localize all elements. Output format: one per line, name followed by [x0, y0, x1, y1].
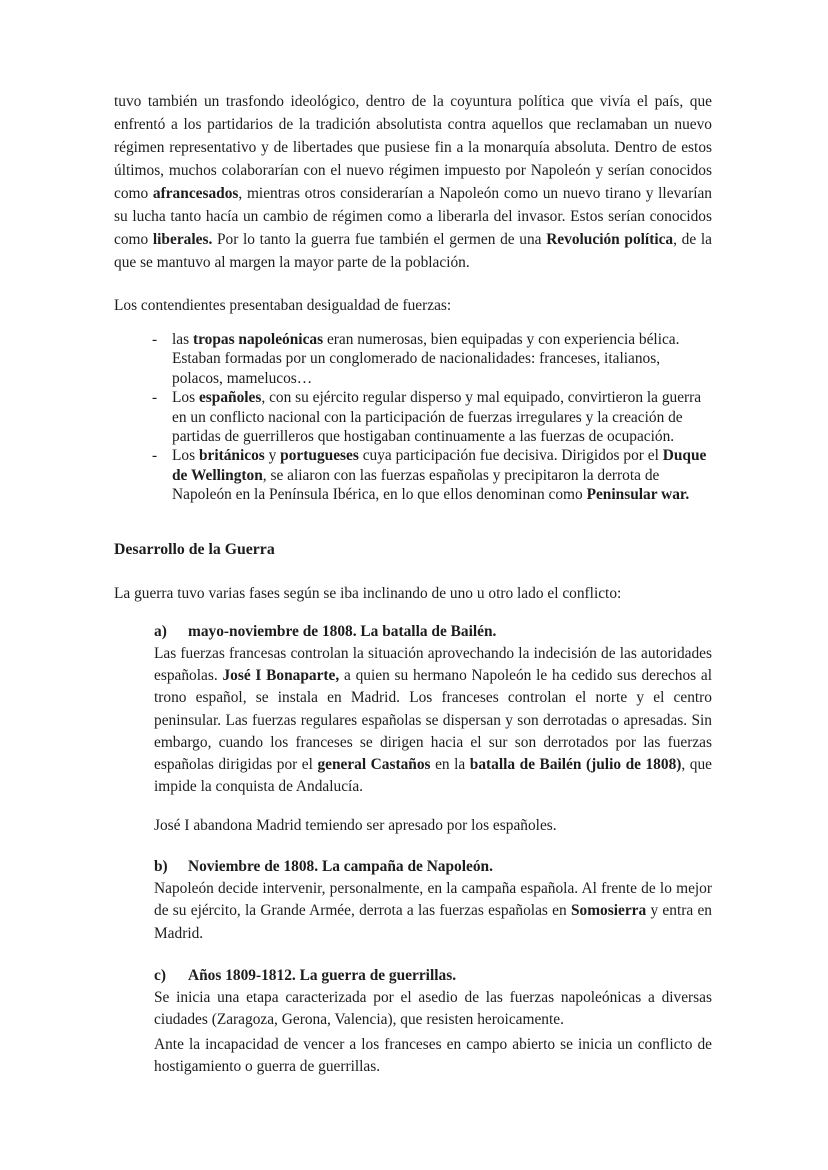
text-run: José I abandona Madrid temiendo ser apresado por los españoles.: [154, 816, 557, 834]
phase-b-heading: [154, 855, 712, 878]
text-run: Los: [172, 389, 199, 407]
list-item-napoleonic-troops: [114, 330, 712, 388]
text-run: en la: [430, 756, 470, 774]
text-run: La guerra tuvo varias fases según se iba inclinando de uno u otro lado el conflicto:: [114, 584, 622, 602]
phase-a-title: mayo-noviembre de 1808. La batalla de Bailén.: [188, 622, 497, 640]
bold-text-run: Revolución política: [546, 231, 674, 248]
text-run: , se aliaron con las fuerzas españolas y precipitaron la derrota de Napoleón en la Península Ibérica, en lo que ellos denominan como: [172, 466, 660, 504]
bold-text-run: Duque de Wellington: [172, 447, 707, 484]
list-item-text: [172, 389, 701, 445]
phase-b-letter: b): [154, 858, 168, 876]
text-run: Los contendientes presentaban desigualdad de fuerzas:: [114, 297, 452, 314]
text-run: , que impide la conquista de Andalucía.: [154, 756, 712, 796]
list-item-spanish: [114, 388, 712, 446]
text-run: , con su ejército regular disperso y mal equipado, convirtieron la guerra en un conflicto nacional con la participación de fuerzas irregulares y la creación de partidas de guerrilleros que hostigaban continuamente a las fuerzas de ocupación.: [172, 389, 702, 446]
dash-bullet: -: [152, 331, 158, 348]
paragraph-forces-intro: [114, 294, 712, 317]
text-run: Los: [172, 447, 199, 465]
text-run: las: [172, 331, 193, 348]
bold-text-run: general Castaños: [317, 756, 431, 774]
text-run: Las fuerzas francesas controlan la situación aprovechando la indecisión de las autoridades españolas.: [154, 644, 712, 684]
bold-text-run: Somosierra: [570, 902, 647, 920]
text-run: Ante la incapacidad de vencer a los franceses en campo abierto se inicia un conflicto de hostigamiento o guerra de guerrillas.: [154, 1035, 712, 1075]
phase-c-guerrillas: [154, 964, 712, 1078]
phase-a-paragraph-1: [154, 643, 712, 799]
section-heading-desarrollo: Desarrollo de la Guerra: [114, 540, 275, 558]
bold-text-run: liberales.: [152, 231, 213, 248]
phase-a-heading: [154, 620, 712, 643]
paragraph-fases-intro: [114, 582, 712, 605]
phase-b-title: Noviembre de 1808. La campaña de Napoleón.: [188, 858, 493, 876]
text-run: tuvo también un trasfondo ideológico, dentro de la coyuntura política que vivía el país, que enfrentó a los partidarios de la tradición absolutista contra aquellos que reclamaban un nuevo régimen representativo y de libertades que pusiese fin a la monarquía absoluta. Dentro de estos últimos, muchos colaborarían con el nuevo régimen impuesto por Napoleón y serían conocidos como: [114, 93, 712, 202]
dash-bullet: -: [152, 447, 158, 465]
text-run: y entra en Madrid.: [154, 902, 712, 942]
dash-bullet: -: [152, 389, 158, 407]
phase-b-paragraph-1: [154, 878, 712, 945]
phase-c-paragraph-2: [154, 1034, 712, 1079]
bold-text-run: batalla de Bailén (julio de 1808): [469, 756, 682, 774]
bold-text-run: británicos: [198, 447, 265, 465]
paragraph-ideology: [114, 90, 712, 274]
forces-list: [114, 330, 712, 505]
text-run: , mientras otros considerarían a Napoleón como un nuevo tirano y llevarían su lucha tanto hacía un cambio de régimen como a liberarla del invasor. Estos serían conocidos como: [114, 185, 712, 248]
text-run: Por lo tanto la guerra fue también el germen de una: [212, 231, 547, 248]
text-run: eran numerosas, bien equipadas y con experiencia bélica. Estaban formadas por un conglomerado de nacionalidades: franceses, italianos, polacos, mamelucos…: [172, 331, 680, 387]
list-item-text: [172, 331, 680, 387]
phase-a-bailen: [154, 620, 712, 837]
phase-a-letter: a): [154, 622, 167, 640]
phase-c-letter: c): [154, 966, 166, 984]
bold-text-run: José I Bonaparte,: [222, 666, 340, 684]
list-item-british-portuguese: [114, 446, 712, 504]
phase-b-napoleon-campaign: [154, 855, 712, 945]
bold-text-run: Peninsular war.: [586, 486, 690, 504]
text-run: Se inicia una etapa caracterizada por el asedio de las fuerzas napoleónicas a diversas ciudades (Zaragoza, Gerona, Valencia), que resisten heroicamente.: [154, 988, 712, 1029]
text-run: y: [264, 447, 281, 465]
text-run: cuya participación fue decisiva. Dirigidos por el: [358, 447, 663, 465]
text-run: , de la que se mantuvo al margen la mayor parte de la población.: [114, 231, 712, 271]
text-run: Napoleón decide intervenir, personalmente, en la campaña española. Al frente de lo mejor de su ejército, la Grande Armée, derrota a las fuerzas españolas en: [154, 880, 712, 920]
text-run: a quien su hermano Napoleón le ha cedido sus derechos al trono español, se instala en Madrid. Los franceses controlan el norte y el centro peninsular. Las fuerzas regulares españolas se dispersan y son derrotadas o apresadas. Sin embargo, cuando los franceses se dirigen hacia el sur son derrotados por las fuerzas españolas dirigidas por el: [154, 666, 712, 774]
bold-text-run: españoles: [198, 389, 262, 407]
bold-text-run: afrancesados: [152, 185, 239, 202]
bold-text-run: portugueses: [280, 447, 359, 465]
list-item-text: [172, 447, 706, 503]
bold-text-run: tropas napoleónicas: [192, 331, 324, 348]
phase-c-paragraph-1: [154, 987, 712, 1032]
phase-a-paragraph-2: [154, 815, 712, 837]
phase-c-title: Años 1809-1812. La guerra de guerrillas.: [188, 966, 457, 984]
page-content: [114, 0, 712, 1078]
phase-c-heading: [154, 964, 712, 987]
